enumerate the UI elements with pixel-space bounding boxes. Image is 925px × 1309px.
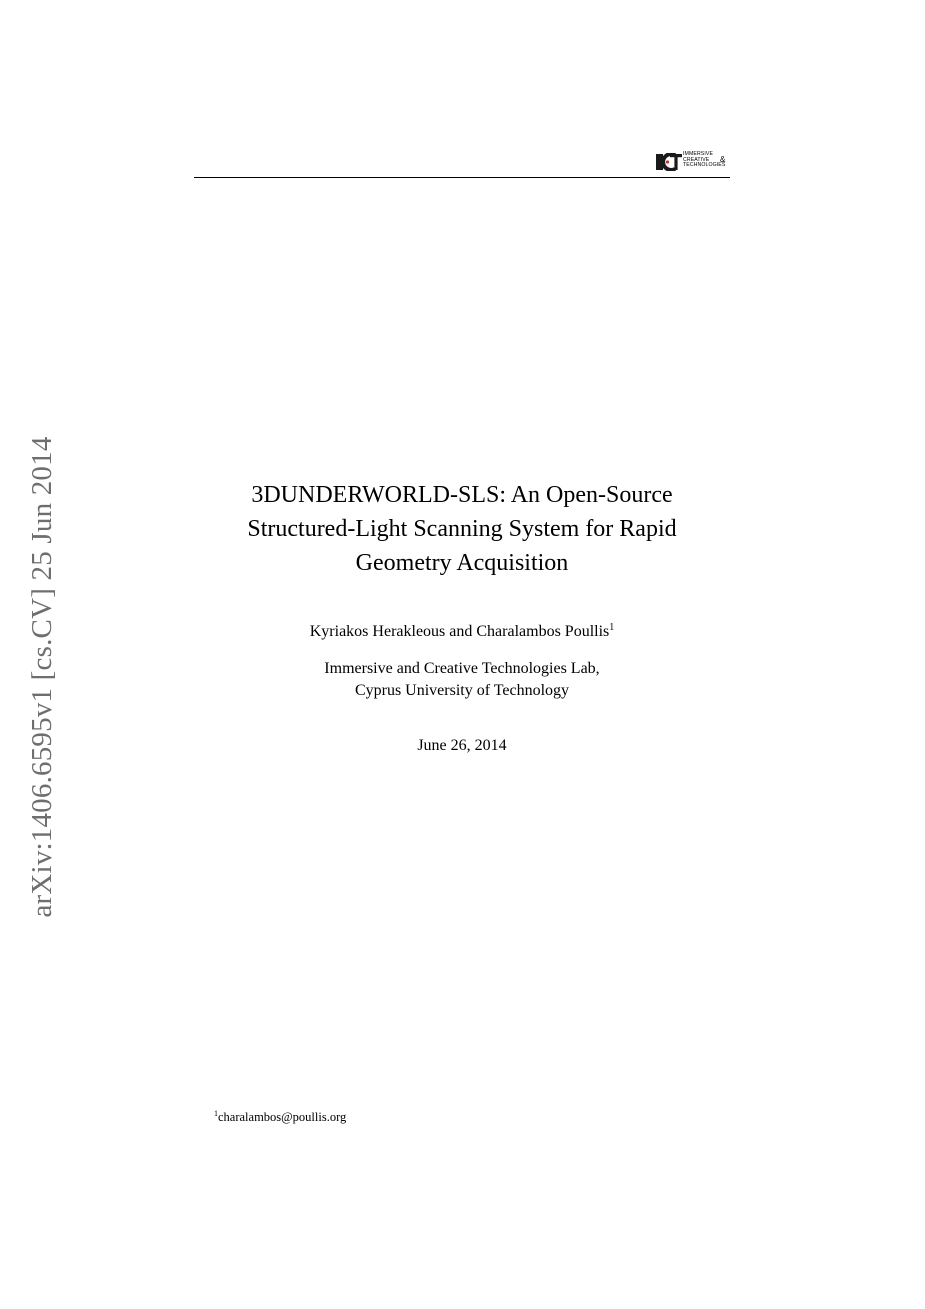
title-line-1: 3DUNDERWORLD-SLS: An Open-Source [251,482,673,508]
publication-date: June 26, 2014 [417,737,507,754]
paper-title [194,478,730,580]
footnote [214,1108,346,1126]
logo-line-creative: CREATIVE [683,156,710,163]
logo-line-technologies: TECHNOLOGIES [683,162,726,169]
footnote-email: charalambos@poullis.org [218,1110,347,1124]
affiliation [194,658,730,702]
header-rule [194,177,730,178]
title-line-3: Geometry Acquisition [355,550,569,576]
affiliation-line-1: Immersive and Creative Technologies Lab, [324,660,600,677]
affiliation-line-2: Cyprus University of Technology [354,682,570,699]
logo-ampersand: & [720,155,726,164]
author-list [194,620,730,644]
arxiv-identifier: arXiv:1406.6595v1 [cs.CV] 25 Jun 2014 [26,436,58,918]
footnote-mark: 1 [214,1109,218,1118]
logo-line-immersive: IMMERSIVE [683,151,714,157]
author-footnote-mark: 1 [609,622,615,633]
author-names: Kyriakos Herakleous and Charalambos Poullis [309,623,610,640]
title-line-2: Structured-Light Scanning System for Rapid [247,516,677,542]
ict-lab-logo-icon [656,153,682,171]
lab-logo [656,150,732,174]
